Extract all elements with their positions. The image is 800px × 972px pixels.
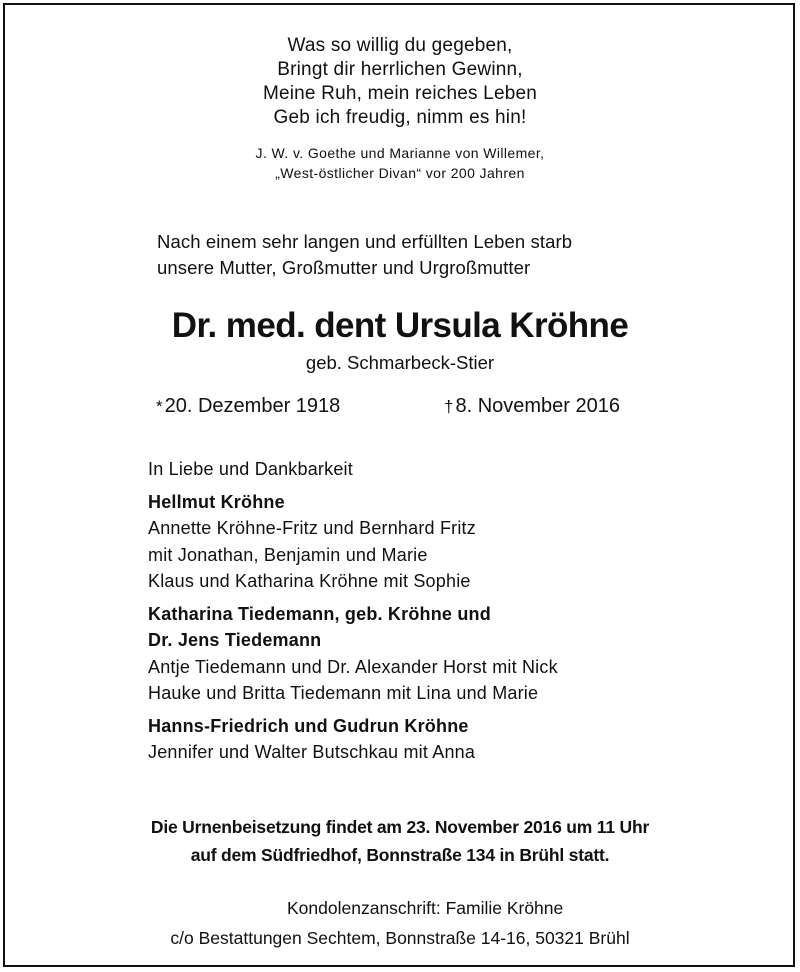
mourner-member: Jennifer und Walter Butschkau mit Anna — [148, 742, 476, 762]
deceased-name: Dr. med. dent Ursula Kröhne — [171, 306, 629, 345]
mourner-group-head: Hellmut Kröhne — [148, 491, 285, 512]
funeral-details — [0, 813, 800, 869]
mourner-group — [148, 601, 558, 707]
funeral-line: auf dem Südfriedhof, Bonnstraße 134 in Brühl statt. — [190, 845, 610, 865]
mourners-list — [148, 456, 558, 766]
attribution-line: „West-östlicher Divan“ vor 200 Jahren — [275, 165, 525, 181]
mourner-group — [148, 713, 558, 766]
mourner-group — [148, 489, 558, 595]
condolence-address-name: Kondolenzanschrift: Familie Kröhne — [287, 898, 564, 918]
poem-line: Geb ich freudig, nimm es hin! — [273, 107, 527, 128]
mourners-intro: In Liebe und Dankbarkeit — [148, 459, 353, 479]
mourner-group-head: Katharina Tiedemann, geb. Kröhne und — [148, 603, 491, 624]
mourner-member: Hauke und Britta Tiedemann mit Lina und Marie — [148, 683, 539, 703]
mourner-member: Klaus und Katharina Kröhne mit Sophie — [148, 571, 471, 591]
attribution-line: J. W. v. Goethe und Marianne von Willemer, — [255, 145, 545, 161]
death-announcement-intro — [157, 229, 572, 281]
mourner-group-head: Hanns-Friedrich und Gudrun Kröhne — [148, 715, 469, 736]
condolence-address-street: c/o Bestattungen Sechtem, Bonnstraße 14-16, 50321 Brühl — [170, 928, 630, 948]
mourner-member: Annette Kröhne-Fritz und Bernhard Fritz — [148, 518, 476, 538]
intro-line: unsere Mutter, Großmutter und Urgroßmutter — [157, 257, 531, 278]
poem-attribution — [0, 143, 800, 183]
poem-line: Bringt dir herrlichen Gewinn, — [277, 59, 523, 80]
mourner-member: Antje Tiedemann und Dr. Alexander Horst mit Nick — [148, 656, 558, 677]
death-date-text: 8. November 2016 — [455, 395, 621, 417]
maiden-name: geb. Schmarbeck-Stier — [305, 352, 495, 373]
poem-line: Was so willig du gegeben, — [287, 35, 513, 56]
birth-date-text: 20. Dezember 1918 — [164, 395, 341, 417]
intro-line: Nach einem sehr langen und erfüllten Leben starb — [157, 231, 573, 252]
death-date — [444, 393, 620, 420]
poem-line: Meine Ruh, mein reiches Leben — [262, 83, 538, 104]
mourner-member: mit Jonathan, Benjamin und Marie — [148, 544, 428, 565]
death-cross-icon: † — [444, 397, 454, 416]
birth-date — [156, 393, 340, 420]
birth-star-icon: * — [156, 397, 163, 416]
mourner-group-head: Dr. Jens Tiedemann — [148, 630, 322, 650]
funeral-line: Die Urnenbeisetzung findet am 23. November 2016 um 11 Uhr — [150, 817, 650, 837]
poem — [0, 34, 800, 130]
